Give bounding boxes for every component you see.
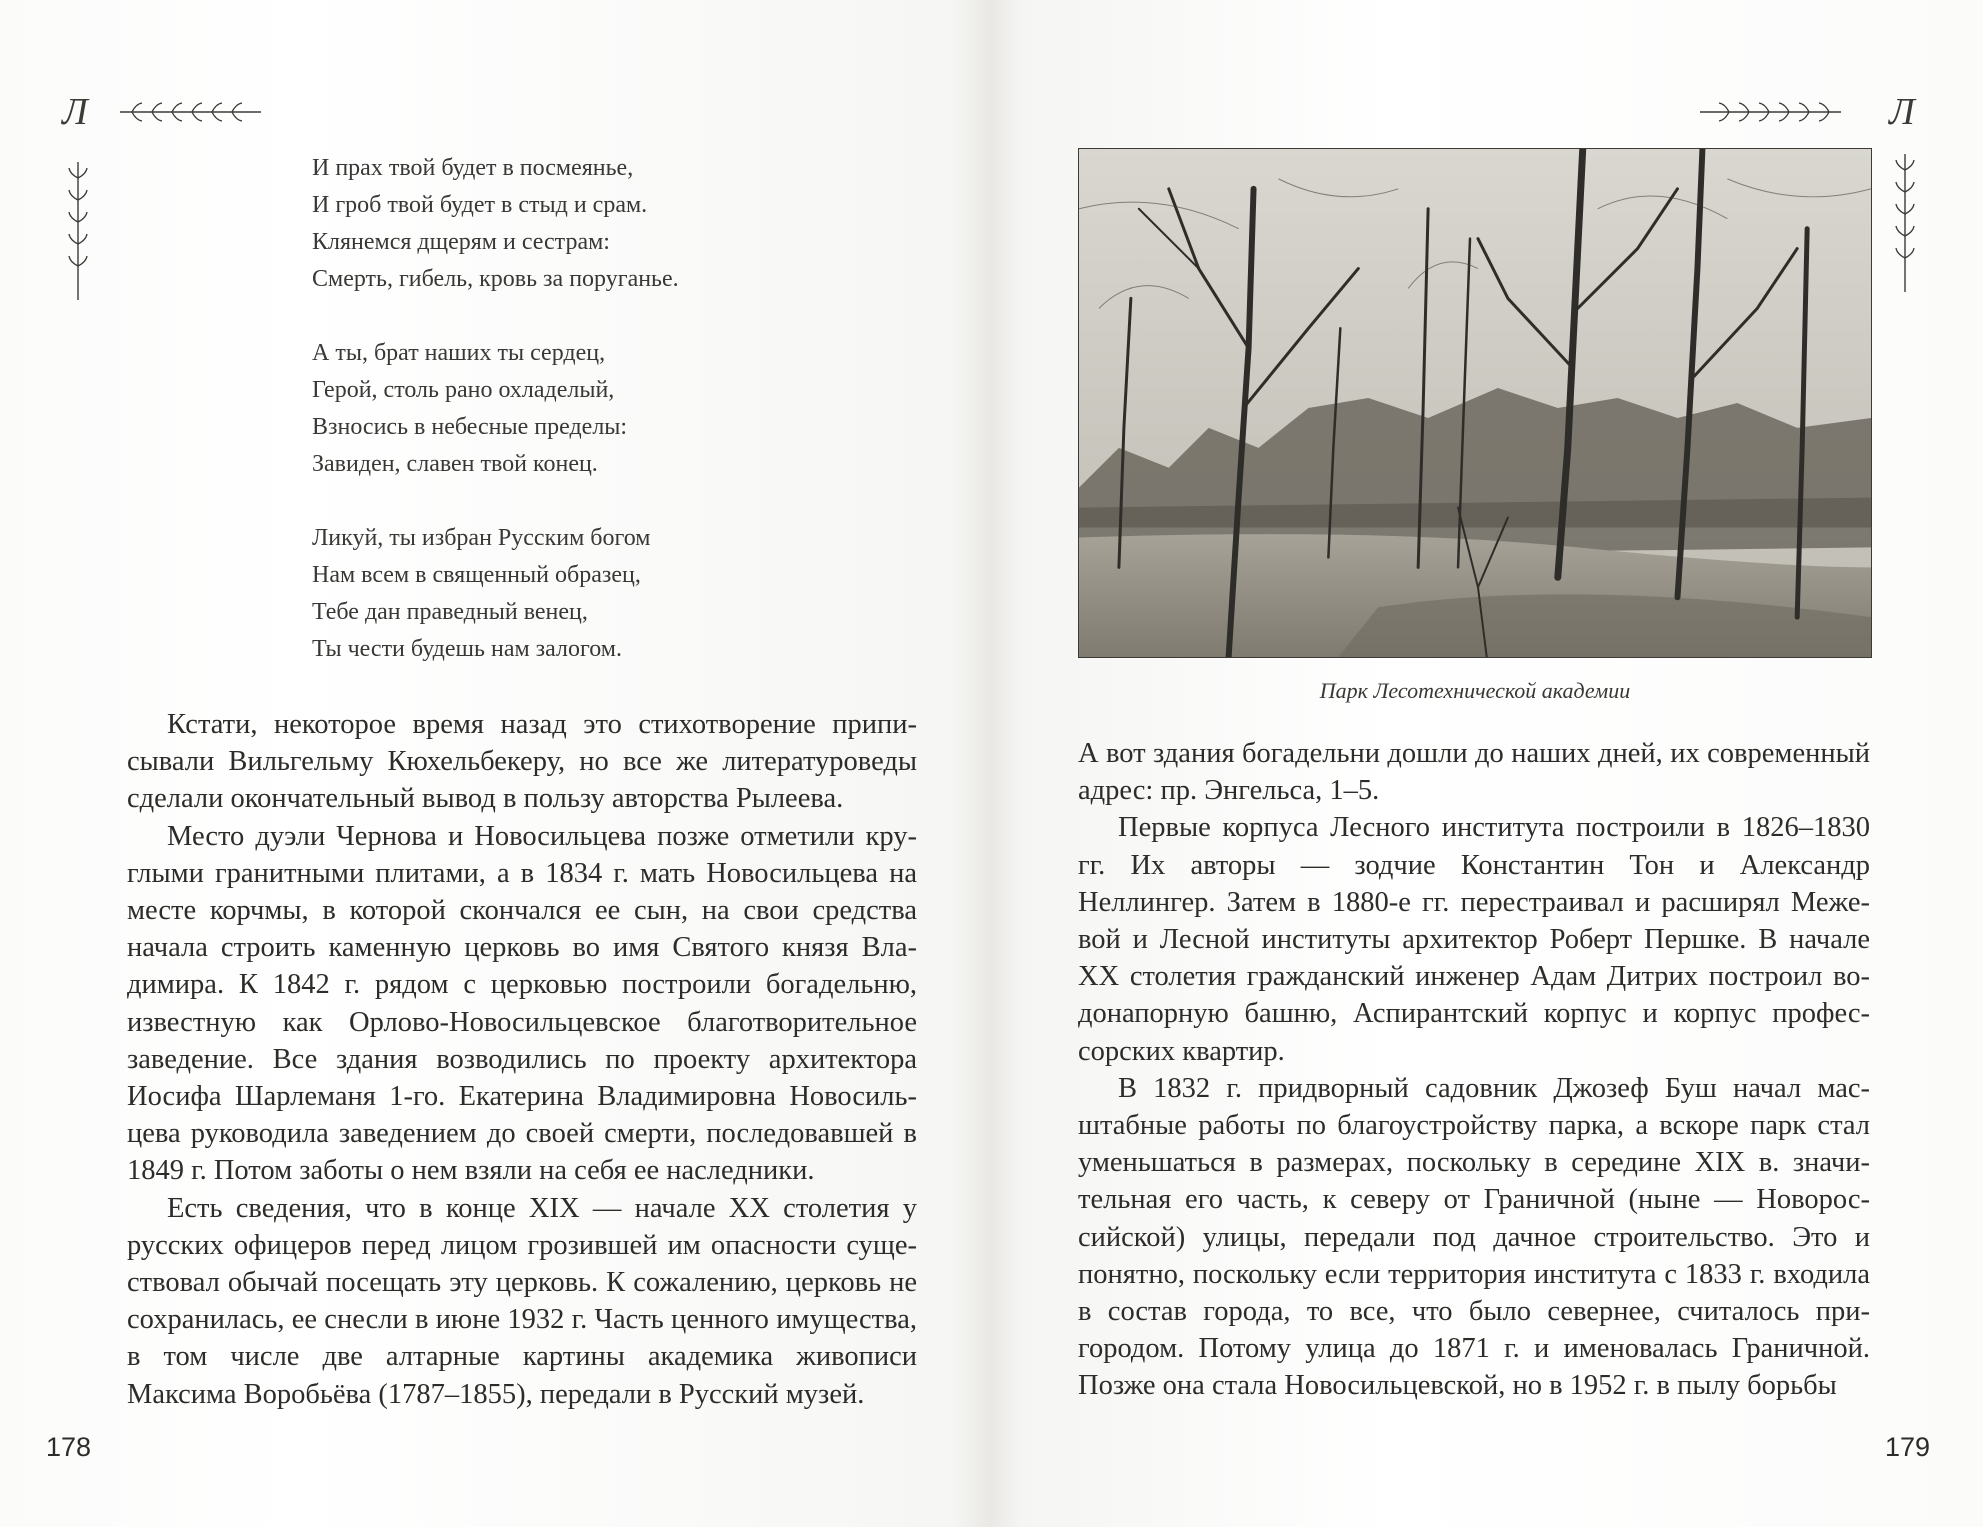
stanza [312, 335, 679, 483]
header-letter-icon: Л [62, 91, 88, 133]
poem [312, 150, 679, 668]
verse-line: Нам всем в священный образец, [312, 562, 641, 588]
header-letter-icon: Л [1889, 91, 1915, 133]
paragraph: Место дуэли Чернова и Новосильцева позже отметили круглыми гранитными плитами, а в 1834 г. мать Новосильцева на месте корчмы, в которой скончался ее сын, на свои средства начала строить каменную церковь во имя Святого князя Владимира. К 1842 г. рядом с церковью построили богадельню, известную как Орлово-Новосильцевское благотворительное заведение. Все здания возводились по проекту архитектора Иосифа Шарлеманя 1-го. Екатерина Владимировна Новосильцева руководила заведением до своей смерти, последовавшей в 1849 г. Потом заботы о нем взяли на себя ее наследники. [127, 820, 917, 1187]
body-text-left [127, 706, 917, 1413]
verse-line: Клянемся дщерям и сестрам: [312, 229, 610, 255]
verse-line: Ликуй, ты избран Русским богом [312, 525, 651, 551]
header-glyph-left [62, 90, 88, 134]
verse-line: Герой, столь рано охладелый, [312, 377, 615, 403]
paragraph: А вот здания богадельни дошли до наших дней, их современный адрес: пр. Энгельса, 1–5. [1078, 738, 1870, 807]
verse-line: А ты, брат наших ты сердец, [312, 340, 606, 366]
photo-caption: Парк Лесотехнической академии [1319, 678, 1631, 703]
laurel-branch-vertical-icon [66, 160, 90, 302]
verse-line: Завиден, славен твой конец. [312, 451, 598, 477]
laurel-branch-vertical-icon [1893, 152, 1917, 294]
body-text-right [1078, 735, 1870, 1405]
verse-line: И прах твой будет в посмеянье, [312, 155, 634, 181]
verse-line: Взносись в небесные пределы: [312, 414, 628, 440]
verse-line: Ты чести будешь нам залогом. [312, 636, 622, 662]
verse-line: Смерть, гибель, кровь за поруганье. [312, 266, 679, 292]
park-photo [1078, 148, 1872, 658]
stanza [312, 150, 679, 298]
page-number: 179 [1885, 1432, 1931, 1462]
laurel-branch-icon [118, 100, 263, 124]
paragraph: Кстати, некоторое время назад это стихотворение приписывали Вильгельму Кюхельбекеру, но все же литературоведы сделали окончательный вывод в пользу авторства Рылеева. [127, 709, 917, 815]
stanza [312, 520, 679, 668]
header-glyph-right [1889, 90, 1915, 134]
paragraph: В 1832 г. придворный садовник Джозеф Буш начал масштабные работы по благоустройству парка, а вскоре парк стал уменьшаться в размерах, поскольку в середине XIX в. значительная его часть, к северу от Граничной (ныне — Новороссийской) улицы, передали под дачное строительство. Это и понятно, поскольку если территория института с 1833 г. входила в состав города, то все, что было севернее, считалось пригородом. Потому улица до 1871 г. и именовалась Граничной. Позже она стала Новосильцевской, но в 1952 г. в пылу борьбы [1078, 1072, 1870, 1402]
laurel-branch-icon [1698, 100, 1843, 124]
paragraph: Есть сведения, что в конце XIX — начале XX столетия у русских офицеров перед лицом грозившей им опасности существовал обычай посещать эту церковь. К сожалению, церковь не сохранилась, ее снесли в июне 1932 г. Часть ценного имущества, в том числе две алтарные картины академика живописи Максима Воробьёва (1787–1855), передали в Русский музей. [127, 1192, 917, 1410]
left-page [0, 0, 991, 1527]
page-number: 178 [46, 1432, 92, 1462]
verse-line: Тебе дан праведный венец, [312, 599, 588, 625]
paragraph: Первые корпуса Лесного института построили в 1826–1830 гг. Их авторы — зодчие Константин Тон и Александр Неллингер. Затем в 1880-е гг. перестраивал и расширял Межевой и Лесной институты архитектор Роберт Першке. В начале XX столетия гражданский инженер Адам Дитрих построил водонапорную башню, Аспирантский корпус и корпус профессорских квартир. [1078, 812, 1870, 1067]
verse-line: И гроб твой будет в стыд и срам. [312, 192, 648, 218]
